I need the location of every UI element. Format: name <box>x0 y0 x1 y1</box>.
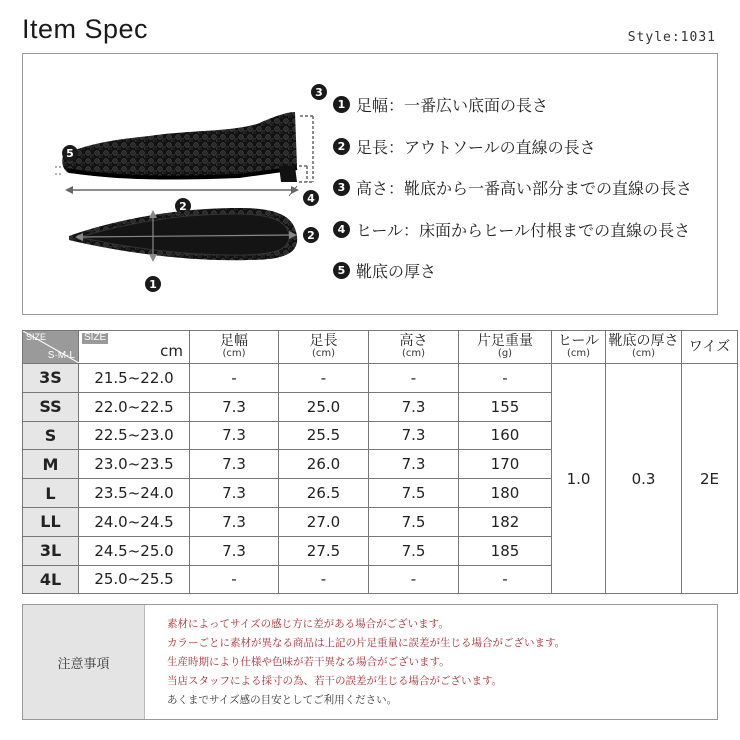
number-1-icon: 1 <box>333 96 350 113</box>
number-2-icon: 2 <box>333 138 350 155</box>
weight-cell: - <box>459 364 552 393</box>
notes-label: 注意事項 <box>23 605 145 719</box>
width-cell: 7.3 <box>190 450 279 479</box>
corner-cm-label: cm <box>160 342 183 361</box>
header-weight: 片足重量 (g) <box>459 331 552 364</box>
note-line: カラーごとに素材が異なる商品は上記の片足重量に誤差が生じる場合がございます。 <box>167 636 566 649</box>
height-cell: 7.3 <box>369 392 459 421</box>
header-sole: 靴底の厚さ (cm) <box>606 331 682 364</box>
size-cell: 3S <box>23 364 79 393</box>
spec-point-1 <box>333 84 692 126</box>
note-line: 素材によってサイズの感じ方に差がある場合がございます。 <box>167 617 449 630</box>
width-cell: 7.3 <box>190 479 279 508</box>
weight-cell: - <box>459 565 552 594</box>
length-cell: 27.5 <box>279 536 369 565</box>
spec-point-text: 高さ：靴底から一番高い部分までの直線の長さ <box>356 179 693 199</box>
cm-range-cell: 22.0~22.5 <box>79 392 190 421</box>
sole-cell: 0.3 <box>606 364 682 594</box>
spec-point-4 <box>333 209 692 251</box>
spec-point-text: 靴底の厚さ <box>356 262 437 282</box>
length-cell: 25.0 <box>279 392 369 421</box>
weight-cell: 185 <box>459 536 552 565</box>
length-cell: 25.5 <box>279 421 369 450</box>
marker-2-bottom: 2 <box>307 229 315 242</box>
header-length: 足長 (cm) <box>279 331 369 364</box>
cm-range-cell: 25.0~25.5 <box>79 565 190 594</box>
size-cell: L <box>23 479 79 508</box>
header-wise: ワイズ <box>682 331 738 364</box>
height-cell: 7.5 <box>369 479 459 508</box>
width-cell: 7.3 <box>190 536 279 565</box>
note-line: 生産時期により仕様や色味が若干異なる場合がございます。 <box>167 655 450 668</box>
cm-range-cell: 23.0~23.5 <box>79 450 190 479</box>
corner-size-header <box>23 331 79 364</box>
header-width: 足幅 (cm) <box>190 331 279 364</box>
length-cell: - <box>279 364 369 393</box>
weight-cell: 160 <box>459 421 552 450</box>
width-cell: 7.3 <box>190 421 279 450</box>
table-row <box>23 364 738 393</box>
number-4-icon: 4 <box>333 221 350 238</box>
corner-sml-label: S·M·L <box>47 349 75 361</box>
marker-4: 4 <box>307 192 315 205</box>
width-cell: 7.3 <box>190 392 279 421</box>
height-cell: 7.3 <box>369 421 459 450</box>
size-cell: S <box>23 421 79 450</box>
length-cell: 26.0 <box>279 450 369 479</box>
marker-1: 1 <box>149 278 157 291</box>
size-cell: SS <box>23 392 79 421</box>
wise-cell: 2E <box>682 364 738 594</box>
cm-range-cell: 24.5~25.0 <box>79 536 190 565</box>
spec-point-3 <box>333 167 692 209</box>
size-cell: 4L <box>23 565 79 594</box>
spec-point-2 <box>333 126 692 168</box>
spec-point-text: ヒール：床面からヒール付根までの直線の長さ <box>356 220 691 240</box>
header-heel: ヒール (cm) <box>552 331 606 364</box>
height-cell: - <box>369 565 459 594</box>
cm-range-cell: 24.0~24.5 <box>79 507 190 536</box>
size-cell: M <box>23 450 79 479</box>
spec-diagram-box <box>22 53 718 315</box>
corner-size-label: SIZE <box>26 332 47 342</box>
number-5-icon: 5 <box>333 262 350 279</box>
heel-cell: 1.0 <box>552 364 606 594</box>
note-line: 当店スタッフによる採寸の為、若干の誤差が生じる場合がございます。 <box>167 674 503 687</box>
height-cell: 7.5 <box>369 507 459 536</box>
corner-size2-label: SIZE <box>84 332 107 343</box>
marker-3: 3 <box>315 86 323 99</box>
length-cell: 26.5 <box>279 479 369 508</box>
cm-range-cell: 22.5~23.0 <box>79 421 190 450</box>
height-cell: 7.5 <box>369 536 459 565</box>
spec-point-list <box>333 84 692 292</box>
cm-range-cell: 23.5~24.0 <box>79 479 190 508</box>
corner-cm-header <box>79 331 190 364</box>
height-cell: 7.3 <box>369 450 459 479</box>
weight-cell: 182 <box>459 507 552 536</box>
width-cell: - <box>190 364 279 393</box>
marker-5: 5 <box>66 147 74 160</box>
spec-point-text: 足長：アウトソールの直線の長さ <box>356 137 596 157</box>
header-height: 高さ (cm) <box>369 331 459 364</box>
height-cell: - <box>369 364 459 393</box>
spec-point-5 <box>333 250 692 292</box>
width-cell: - <box>190 565 279 594</box>
notes-body <box>145 605 717 719</box>
shoe-side-view-image <box>49 78 329 218</box>
size-table <box>22 330 738 594</box>
shoe-sole-view-image <box>49 202 329 302</box>
size-cell: LL <box>23 507 79 536</box>
weight-cell: 180 <box>459 479 552 508</box>
length-cell: - <box>279 565 369 594</box>
number-3-icon: 3 <box>333 179 350 196</box>
spec-point-text: 足幅：一番広い底面の長さ <box>356 96 549 116</box>
weight-cell: 170 <box>459 450 552 479</box>
width-cell: 7.3 <box>190 507 279 536</box>
page-title: Item Spec <box>22 14 149 44</box>
notes-box <box>22 604 718 720</box>
weight-cell: 155 <box>459 392 552 421</box>
cm-range-cell: 21.5~22.0 <box>79 364 190 393</box>
length-cell: 27.0 <box>279 507 369 536</box>
marker-2-top: 2 <box>179 200 187 213</box>
size-cell: 3L <box>23 536 79 565</box>
table-header-row <box>23 331 738 364</box>
note-line: あくまでサイズ感の目安としてご利用ください。 <box>167 693 398 706</box>
style-code: Style:1031 <box>627 30 716 45</box>
